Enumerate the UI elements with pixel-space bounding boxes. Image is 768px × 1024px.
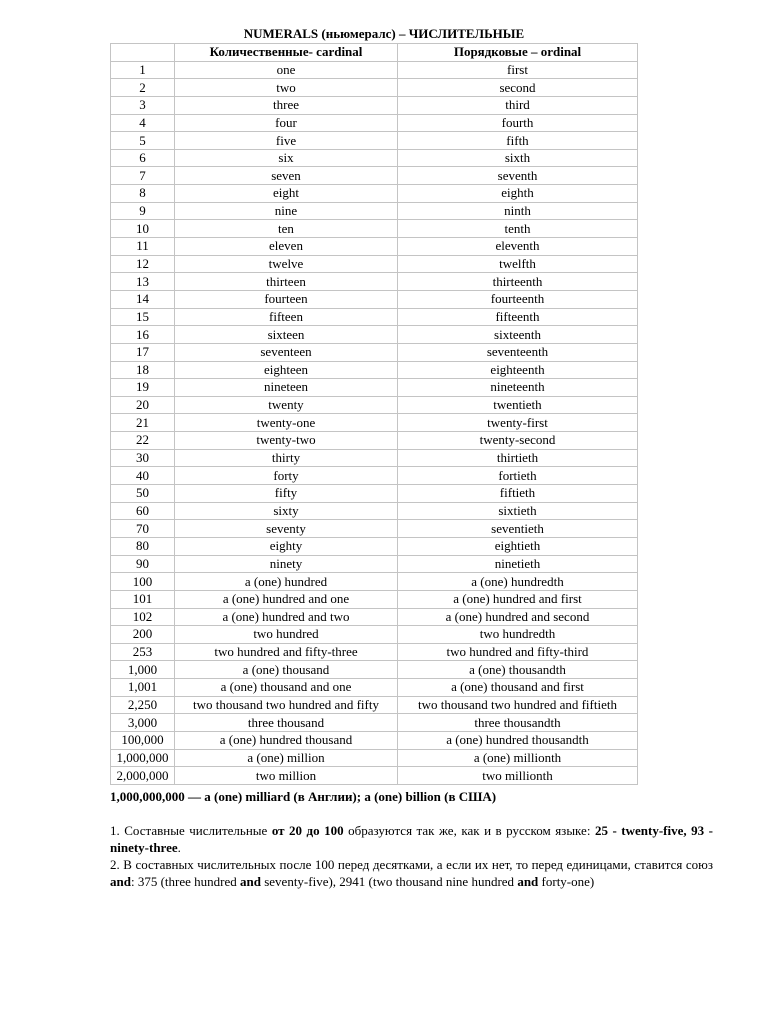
cell-cardinal: eleven [175,238,398,256]
cell-number: 19 [111,379,175,397]
cell-ordinal: sixteenth [398,326,638,344]
cell-cardinal: a (one) thousand [175,661,398,679]
table-row [111,485,638,503]
cell-ordinal: first [398,61,638,79]
cell-ordinal: ninetieth [398,555,638,573]
cell-number: 90 [111,555,175,573]
cell-cardinal: twenty-two [175,432,398,450]
note2-text-g: forty-one) [538,874,595,889]
cell-ordinal: three thousandth [398,714,638,732]
cell-number: 3,000 [111,714,175,732]
note-and-conjunction [110,856,713,890]
cell-ordinal: two thousand two hundred and fiftieth [398,696,638,714]
cell-number: 1,000,000 [111,749,175,767]
table-row [111,79,638,97]
cell-cardinal: seventeen [175,343,398,361]
cell-number: 70 [111,520,175,538]
table-row [111,361,638,379]
cell-cardinal: seventy [175,520,398,538]
cell-cardinal: one [175,61,398,79]
cell-ordinal: eighth [398,185,638,203]
cell-cardinal: ninety [175,555,398,573]
table-row [111,290,638,308]
cell-ordinal: fourth [398,114,638,132]
cell-ordinal: a (one) thousandth [398,661,638,679]
table-row [111,379,638,397]
cell-number: 2 [111,79,175,97]
cell-cardinal: seven [175,167,398,185]
cell-cardinal: nineteen [175,379,398,397]
cell-cardinal: eighty [175,537,398,555]
cell-ordinal: eleventh [398,238,638,256]
cell-cardinal: ten [175,220,398,238]
cell-number: 16 [111,326,175,344]
cell-ordinal: a (one) thousand and first [398,679,638,697]
cell-ordinal: eighteenth [398,361,638,379]
cell-ordinal: twelfth [398,255,638,273]
cell-number: 30 [111,449,175,467]
cell-number: 13 [111,273,175,291]
cell-cardinal: a (one) hundred thousand [175,731,398,749]
cell-cardinal: sixteen [175,326,398,344]
notes [110,822,713,890]
cell-number: 60 [111,502,175,520]
table-row [111,114,638,132]
cell-number: 8 [111,185,175,203]
cell-number: 100 [111,573,175,591]
cell-cardinal: fifty [175,485,398,503]
cell-ordinal: thirteenth [398,273,638,291]
cell-cardinal: five [175,132,398,150]
note2-text-a: 2. В составных числительных после 100 перед десятками, а если их нет, то перед единицами, ставится союз [110,857,713,872]
cell-cardinal: a (one) thousand and one [175,679,398,697]
note2-text-f: and [517,874,539,889]
table-row [111,679,638,697]
cell-number: 1,001 [111,679,175,697]
cell-ordinal: ninth [398,202,638,220]
table-row [111,238,638,256]
note2-text-b: and [110,874,131,889]
table-row [111,643,638,661]
cell-cardinal: eighteen [175,361,398,379]
cell-number: 101 [111,590,175,608]
table-row [111,185,638,203]
cell-cardinal: two million [175,767,398,785]
note2-text-d: and [240,874,261,889]
table-row [111,308,638,326]
table-row [111,520,638,538]
table-row [111,626,638,644]
cell-ordinal: two hundred and fifty-third [398,643,638,661]
cell-number: 40 [111,467,175,485]
cell-ordinal: eightieth [398,537,638,555]
cell-ordinal: fiftieth [398,485,638,503]
cell-number: 200 [111,626,175,644]
table-row [111,661,638,679]
header-cardinal: Количественные- cardinal [175,44,398,62]
table-row [111,573,638,591]
note1-text-c: образуются так же, как и в русском языке: [343,823,595,838]
table-row [111,149,638,167]
cell-cardinal: two hundred [175,626,398,644]
table-row [111,449,638,467]
note1-text-b: от 20 до 100 [271,823,344,838]
table-row [111,590,638,608]
cell-ordinal: a (one) hundred and first [398,590,638,608]
cell-cardinal: three [175,96,398,114]
cell-number: 50 [111,485,175,503]
table-row [111,61,638,79]
cell-ordinal: a (one) millionth [398,749,638,767]
cell-ordinal: two hundredth [398,626,638,644]
table-row [111,414,638,432]
cell-cardinal: sixty [175,502,398,520]
cell-ordinal: a (one) hundredth [398,573,638,591]
table-row [111,255,638,273]
table-row [111,731,638,749]
table-row [111,537,638,555]
cell-number: 15 [111,308,175,326]
cell-number: 253 [111,643,175,661]
cell-number: 4 [111,114,175,132]
cell-number: 102 [111,608,175,626]
cell-number: 11 [111,238,175,256]
header-number [111,44,175,62]
cell-number: 2,250 [111,696,175,714]
cell-number: 3 [111,96,175,114]
table-row [111,167,638,185]
table-row [111,502,638,520]
cell-ordinal: a (one) hundred and second [398,608,638,626]
cell-ordinal: twenty-first [398,414,638,432]
cell-ordinal: fourteenth [398,290,638,308]
table-row [111,749,638,767]
numerals-table [110,43,638,785]
cell-cardinal: thirty [175,449,398,467]
cell-ordinal: seventeenth [398,343,638,361]
cell-number: 2,000,000 [111,767,175,785]
cell-cardinal: two thousand two hundred and fifty [175,696,398,714]
cell-cardinal: fifteen [175,308,398,326]
cell-ordinal: twenty-second [398,432,638,450]
cell-ordinal: sixth [398,149,638,167]
cell-ordinal: seventieth [398,520,638,538]
table-row [111,132,638,150]
cell-number: 12 [111,255,175,273]
billion-line: 1,000,000,000 — a (one) milliard (в Англии); a (one) billion (в США) [110,789,497,804]
cell-number: 1 [111,61,175,79]
cell-cardinal: a (one) hundred and two [175,608,398,626]
cell-cardinal: a (one) hundred [175,573,398,591]
cell-number: 6 [111,149,175,167]
cell-cardinal: four [175,114,398,132]
cell-cardinal: twenty-one [175,414,398,432]
cell-ordinal: sixtieth [398,502,638,520]
cell-cardinal: twelve [175,255,398,273]
cell-number: 21 [111,414,175,432]
header-ordinal: Порядковые – ordinal [398,44,638,62]
cell-ordinal: twentieth [398,396,638,414]
cell-number: 18 [111,361,175,379]
cell-cardinal: twenty [175,396,398,414]
cell-cardinal: three thousand [175,714,398,732]
cell-cardinal: fourteen [175,290,398,308]
note1-text-e: . [177,840,181,855]
table-row [111,767,638,785]
cell-cardinal: six [175,149,398,167]
table-row [111,467,638,485]
cell-ordinal: nineteenth [398,379,638,397]
cell-number: 1,000 [111,661,175,679]
cell-ordinal: third [398,96,638,114]
table-row [111,273,638,291]
table-row [111,555,638,573]
cell-number: 80 [111,537,175,555]
cell-cardinal: a (one) million [175,749,398,767]
cell-ordinal: thirtieth [398,449,638,467]
table-row [111,432,638,450]
cell-number: 5 [111,132,175,150]
cell-cardinal: two [175,79,398,97]
note1-text-d: 25 - twenty-five, 93 - ninety-three [110,823,714,855]
cell-cardinal: nine [175,202,398,220]
table-row [111,96,638,114]
cell-number: 14 [111,290,175,308]
table-row [111,714,638,732]
cell-ordinal: tenth [398,220,638,238]
cell-cardinal: thirteen [175,273,398,291]
cell-ordinal: fortieth [398,467,638,485]
cell-ordinal: seventh [398,167,638,185]
table-row [111,220,638,238]
cell-number: 17 [111,343,175,361]
note1-text-a: 1. Составные числительные [110,823,272,838]
cell-ordinal: fifth [398,132,638,150]
cell-cardinal: a (one) hundred and one [175,590,398,608]
table-header-row [111,44,638,62]
table-body [111,61,638,784]
cell-ordinal: two millionth [398,767,638,785]
cell-cardinal: forty [175,467,398,485]
cell-cardinal: eight [175,185,398,203]
cell-number: 22 [111,432,175,450]
note-compound-20-100 [110,822,713,856]
cell-number: 10 [111,220,175,238]
table-row [111,608,638,626]
cell-number: 9 [111,202,175,220]
table-row [111,343,638,361]
cell-ordinal: second [398,79,638,97]
note2-text-e: seventy-five), 2941 (two thousand nine hundred [260,874,518,889]
page-title: NUMERALS (ньюмералс) – ЧИСЛИТЕЛЬНЫЕ [243,26,525,41]
table-row [111,396,638,414]
table-row [111,696,638,714]
cell-ordinal: fifteenth [398,308,638,326]
cell-ordinal: a (one) hundred thousandth [398,731,638,749]
note2-text-c: : 375 (three hundred [130,874,240,889]
table-row [111,202,638,220]
cell-cardinal: two hundred and fifty-three [175,643,398,661]
cell-number: 20 [111,396,175,414]
cell-number: 100,000 [111,731,175,749]
table-row [111,326,638,344]
cell-number: 7 [111,167,175,185]
